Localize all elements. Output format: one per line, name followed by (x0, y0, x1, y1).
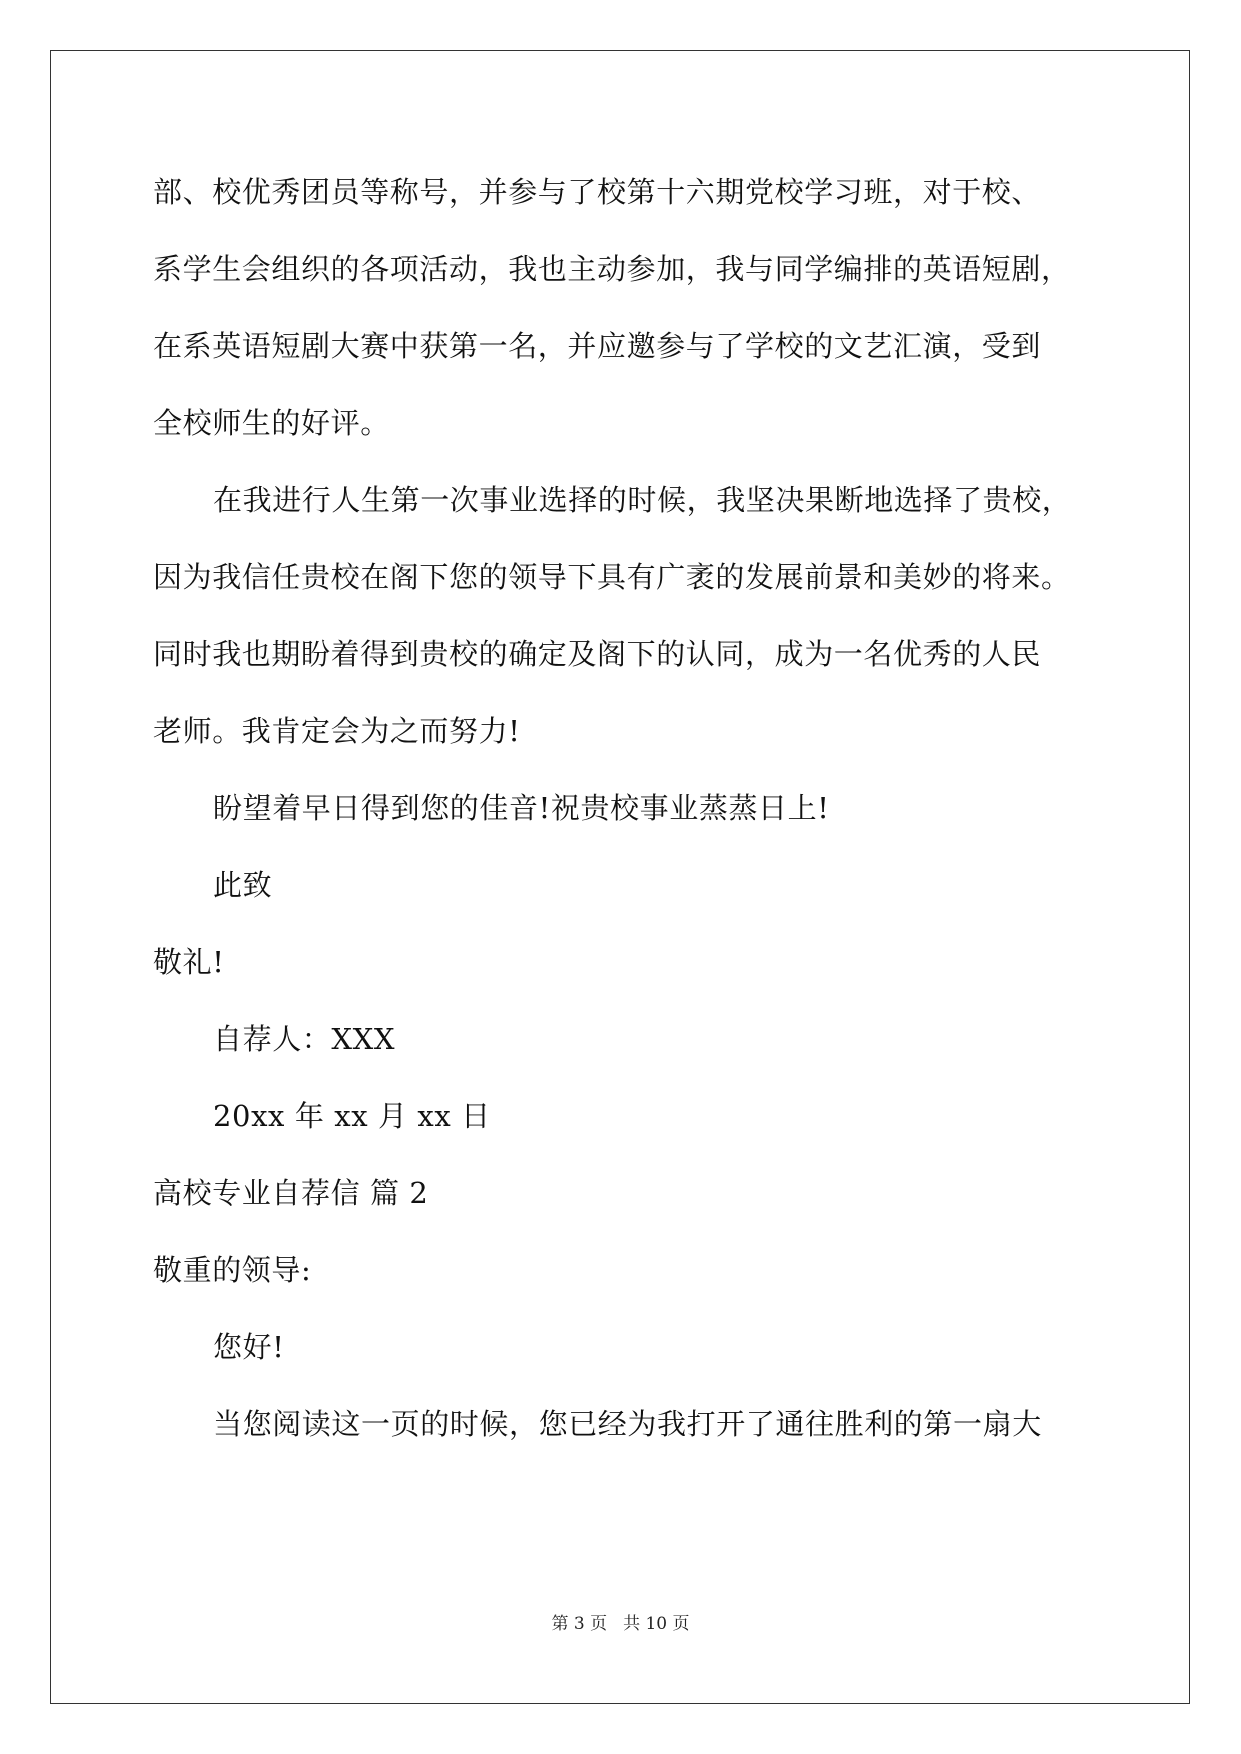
body-line-3: 在系英语短剧大赛中获第一名，并应邀参与了学校的文艺汇演，受到 (153, 329, 1042, 363)
closing-regards: 敬礼! (153, 945, 225, 979)
body-line-4: 全校师生的好评。 (153, 406, 390, 440)
section-heading: 高校专业自荐信 篇 2 (153, 1176, 429, 1210)
body-line-6: 因为我信任贵校在阁下您的领导下具有广袤的发展前景和美妙的将来。 (153, 560, 1071, 594)
page-number: 第 3 页 (551, 1614, 608, 1634)
closing-salutation: 此致 (213, 868, 273, 902)
body-line-2: 系学生会组织的各项活动，我也主动参加，我与同学编排的英语短剧， (153, 252, 1071, 286)
date-line: 20xx 年 xx 月 xx 日 (213, 1099, 491, 1133)
page-footer (0, 1612, 1241, 1636)
body-line-8: 老师。我肯定会为之而努力! (153, 714, 521, 748)
letter-greeting: 敬重的领导: (153, 1253, 312, 1287)
page-total: 共 10 页 (623, 1614, 690, 1634)
signature-line: 自荐人：XXX (213, 1022, 396, 1056)
body-line-7: 同时我也期盼着得到贵校的确定及阁下的认同，成为一名优秀的人民 (153, 637, 1042, 671)
letter-hello: 您好! (213, 1330, 285, 1364)
body-line-1: 部、校优秀团员等称号，并参与了校第十六期党校学习班，对于校、 (153, 175, 1042, 209)
body-line-5: 在我进行人生第一次事业选择的时候，我坚决果断地选择了贵校， (213, 483, 1072, 517)
body-line-17: 当您阅读这一页的时候，您已经为我打开了通往胜利的第一扇大 (213, 1407, 1042, 1441)
body-line-9: 盼望着早日得到您的佳音!祝贵校事业蒸蒸日上! (213, 791, 830, 825)
